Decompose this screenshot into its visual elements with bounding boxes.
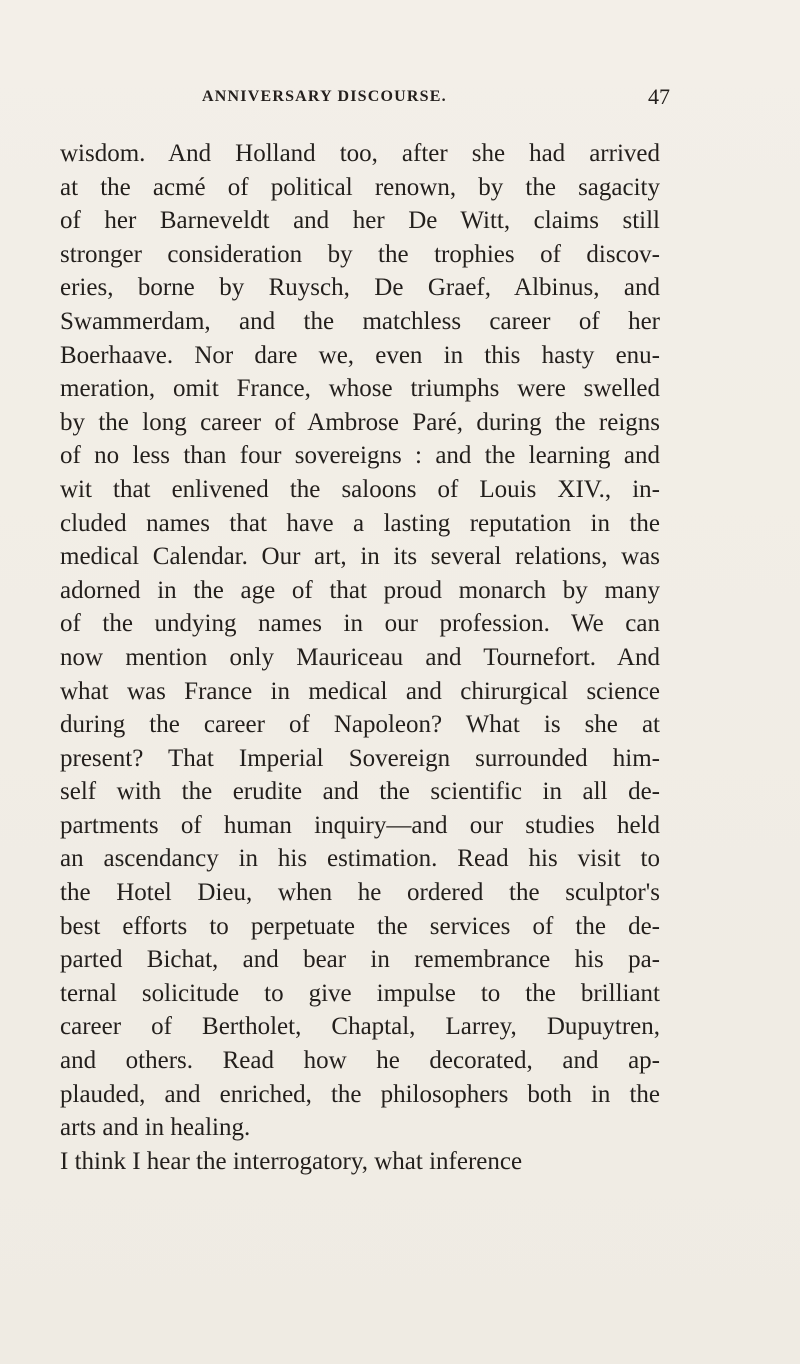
text-line: eries, borne by Ruysch, De Graef, Albinus, and — [60, 274, 660, 302]
text-line: medical Calendar. Our art, in its several relations, was — [60, 543, 660, 571]
text-line: wisdom. And Holland too, after she had arrived — [60, 140, 660, 167]
text-line: of her Barneveldt and her De Witt, claims still — [60, 207, 660, 235]
page-number: 47 — [648, 84, 670, 109]
text-line: cluded names that have a lasting reputation in the — [60, 509, 660, 537]
text-line: best efforts to perpetuate the services of the de- — [60, 912, 660, 940]
text-line: career of Bertholet, Chaptal, Larrey, Dupuytren, — [60, 1013, 660, 1041]
text-line: wit that enlivened the saloons of Louis XIV., in- — [60, 475, 660, 503]
text-line: meration, omit France, whose triumphs were swelled — [60, 375, 660, 403]
text-line: self with the erudite and the scientific in all de- — [60, 778, 660, 806]
text-line: Swammerdam, and the matchless career of her — [60, 307, 660, 335]
text-line: what was France in medical and chirurgical science — [60, 677, 660, 705]
text-line: adorned in the age of that proud monarch by many — [60, 576, 660, 604]
text-line: at the acmé of political renown, by the sagacity — [60, 173, 660, 201]
text-line: an ascendancy in his estimation. Read his visit to — [60, 845, 660, 873]
running-title: ANNIVERSARY DISCOURSE. — [202, 88, 447, 105]
text-line: during the career of Napoleon? What is she at — [60, 711, 660, 739]
text-line: stronger consideration by the trophies of discov- — [60, 240, 660, 268]
text-line: partments of human inquiry—and our studies held — [60, 811, 660, 839]
text-line: of the undying names in our profession. We can — [60, 610, 660, 638]
text-line: present? That Imperial Sovereign surrounded him- — [60, 744, 660, 772]
running-head — [60, 84, 670, 114]
text-line: and others. Read how he decorated, and ap- — [60, 1047, 660, 1075]
text-line: plauded, and enriched, the philosophers both in the — [60, 1080, 660, 1108]
text-line: by the long career of Ambrose Paré, during the reigns — [60, 408, 660, 436]
text-line: parted Bichat, and bear in remembrance his pa- — [60, 946, 660, 974]
paragraph-start-line: I think I hear the interrogatory, what inference — [60, 1147, 523, 1175]
text-line: Boerhaave. Nor dare we, even in this hasty enu- — [60, 341, 660, 369]
text-line: now mention only Mauriceau and Tournefort. And — [60, 643, 660, 671]
text-line: the Hotel Dieu, when he ordered the sculptor's — [60, 879, 660, 907]
text-line: ternal solicitude to give impulse to the brilliant — [60, 979, 660, 1007]
text-line: of no less than four sovereigns : and the learning and — [60, 442, 660, 470]
body-text — [60, 137, 660, 1178]
paragraph-end-line: arts and in healing. — [60, 1114, 251, 1142]
